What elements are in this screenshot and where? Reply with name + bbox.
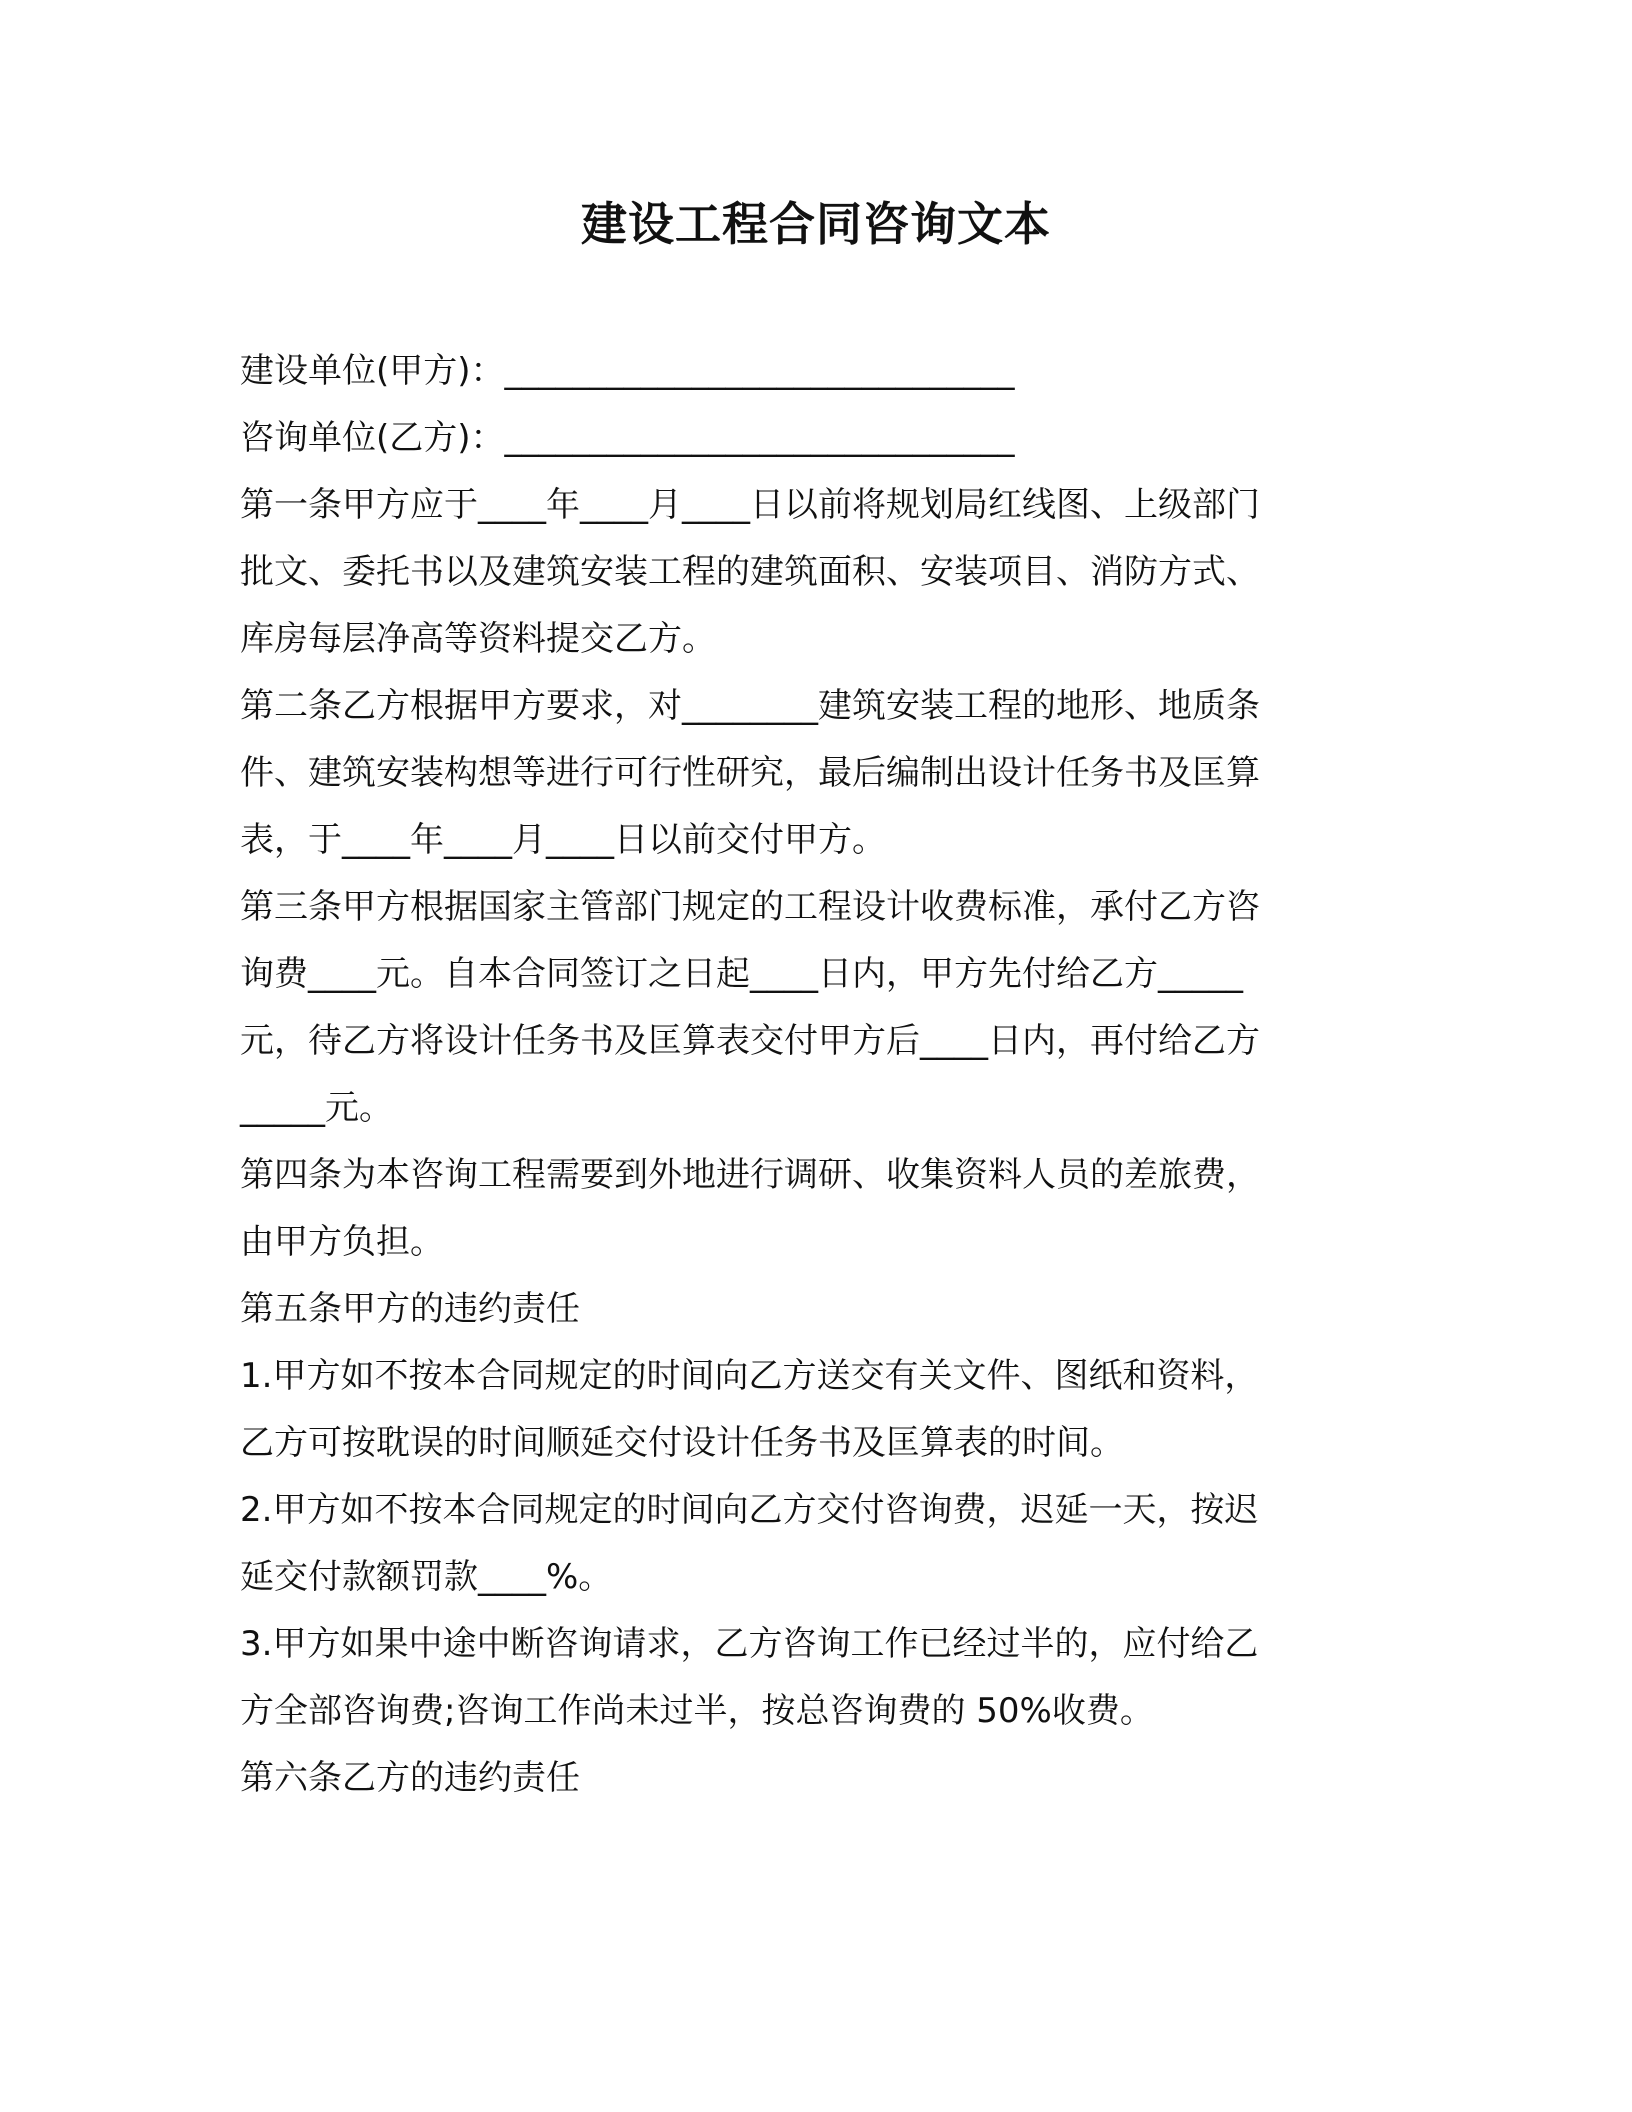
body-line: 库房每层净高等资料提交乙方。: [240, 619, 716, 659]
body-line: 咨询单位(乙方)：______________________________: [240, 418, 1015, 458]
document-body: [240, 338, 1390, 1812]
body-line: 询费____元。自本合同签订之日起____日内，甲方先付给乙方_____: [240, 954, 1243, 994]
body-line: 表，于____年____月____日以前交付甲方。: [240, 820, 886, 860]
body-line: 件、建筑安装构想等进行可行性研究，最后编制出设计任务书及匡算: [240, 753, 1260, 793]
body-line: 第一条甲方应于____年____月____日以前将规划局红线图、上级部门: [240, 485, 1260, 525]
body-line: 第四条为本咨询工程需要到外地进行调研、收集资料人员的差旅费，: [240, 1155, 1260, 1195]
body-line: 第二条乙方根据甲方要求，对________建筑安装工程的地形、地质条: [240, 686, 1260, 726]
body-line: 方全部咨询费;咨询工作尚未过半，按总咨询费的 50%收费。: [240, 1691, 1154, 1731]
body-line: 批文、委托书以及建筑安装工程的建筑面积、安装项目、消防方式、: [240, 552, 1260, 592]
body-line: 延交付款额罚款____%。: [240, 1557, 613, 1597]
body-line: 元，待乙方将设计任务书及匡算表交付甲方后____日内，再付给乙方: [240, 1021, 1260, 1061]
body-line: 3.甲方如果中途中断咨询请求，乙方咨询工作已经过半的，应付给乙: [240, 1624, 1259, 1664]
body-line: 第三条甲方根据国家主管部门规定的工程设计收费标准，承付乙方咨: [240, 887, 1260, 927]
body-line: 2.甲方如不按本合同规定的时间向乙方交付咨询费，迟延一天，按迟: [240, 1490, 1259, 1530]
body-line: 建设单位(甲方)：______________________________: [240, 351, 1015, 391]
body-line: 乙方可按耽误的时间顺延交付设计任务书及匡算表的时间。: [240, 1423, 1124, 1463]
document-title: 建设工程合同咨询文本: [581, 197, 1051, 251]
body-line: _____元。: [240, 1088, 393, 1128]
body-line: 由甲方负担。: [240, 1222, 444, 1262]
body-line: 第六条乙方的违约责任: [240, 1758, 580, 1798]
body-line: 1.甲方如不按本合同规定的时间向乙方送交有关文件、图纸和资料，: [240, 1356, 1259, 1396]
body-line: 第五条甲方的违约责任: [240, 1289, 580, 1329]
